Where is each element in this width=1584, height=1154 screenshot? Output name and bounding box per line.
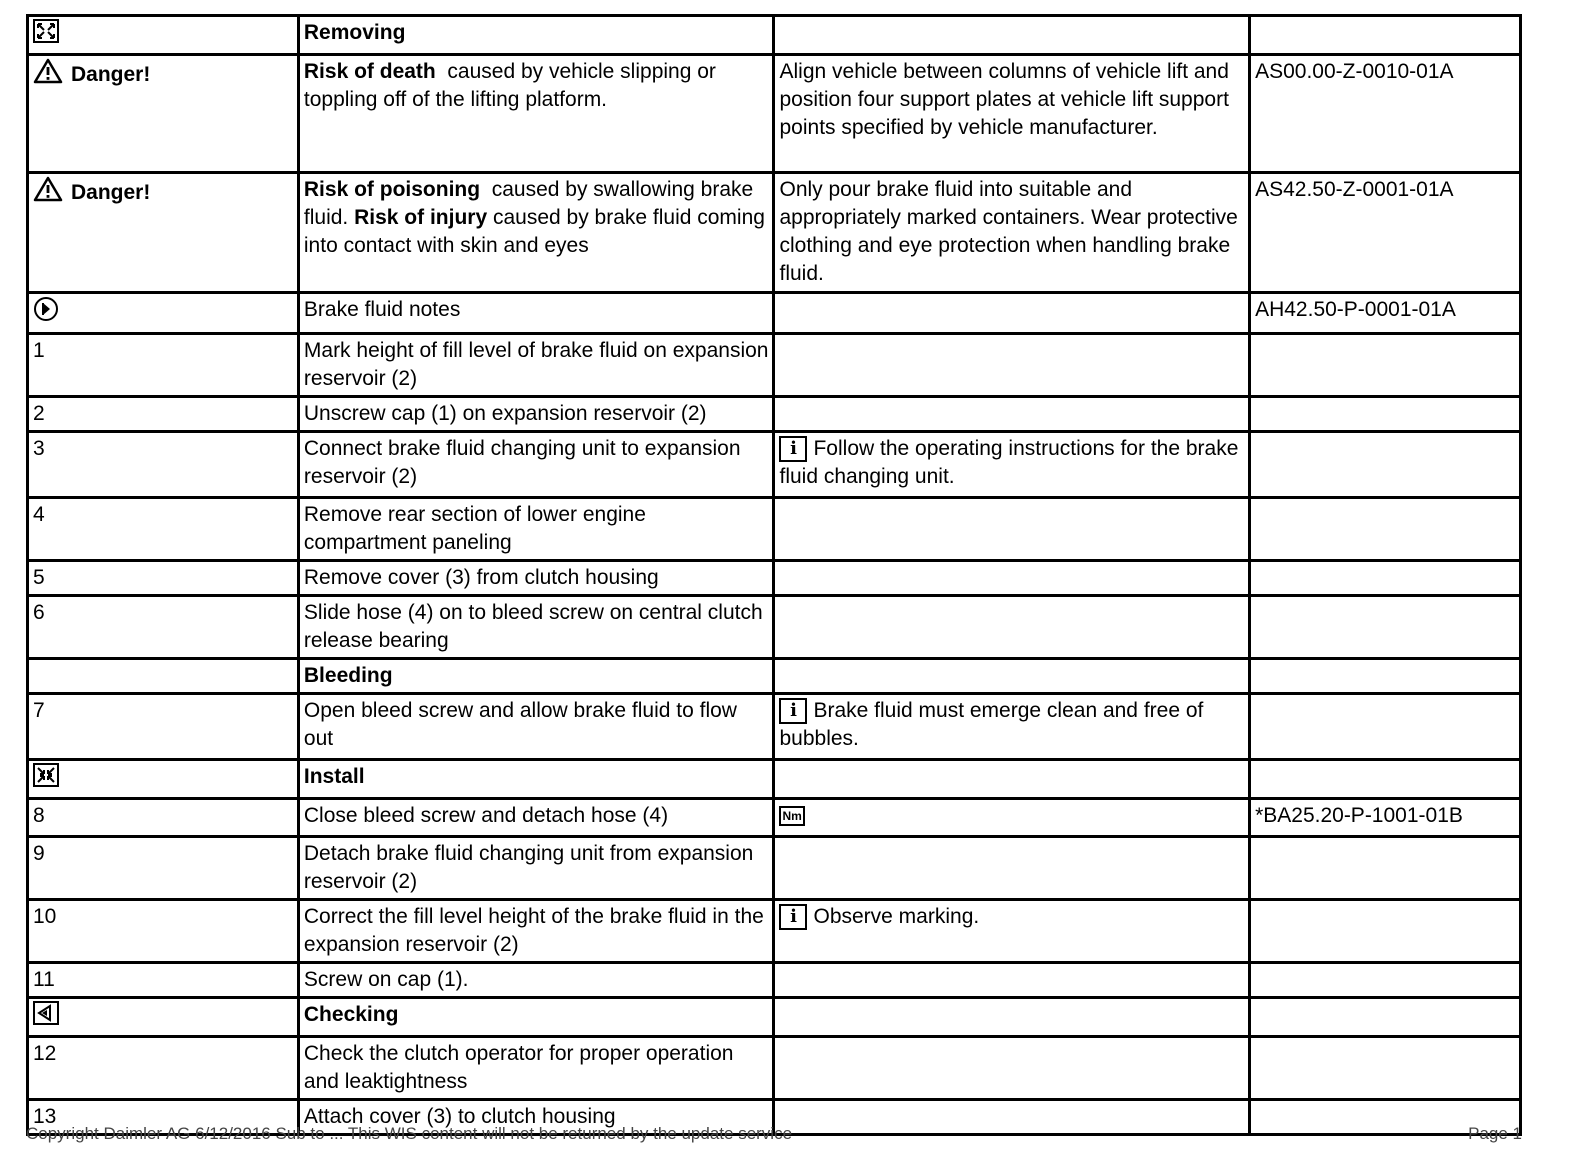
action-cell [298,1037,774,1100]
step-cell [28,397,299,432]
note-cell [774,498,1250,561]
danger-label [33,58,150,92]
note-cell [774,432,1250,498]
note-cell [774,760,1250,799]
risk-heading: Risk of death [303,60,436,83]
action-cell [298,596,774,659]
reference-cell [1250,334,1521,397]
table-row [28,760,1521,799]
action-text: caused by brake fluid coming into contact with skin and eyes [303,206,771,257]
table-row [28,998,1521,1037]
step-number: 12 [33,1042,57,1065]
step-number: 11 [33,968,55,991]
reference-cell [1250,293,1521,334]
note-cell [774,963,1250,998]
reference-cell [1250,837,1521,900]
document-reference: AS00.00-Z-0010-01A [1255,60,1454,83]
step-cell [28,1037,299,1100]
reference-cell [1250,55,1521,173]
note-cell [774,659,1250,694]
reference-cell [1250,799,1521,837]
action-cell [298,694,774,760]
note-cell [774,397,1250,432]
document-reference: AH42.50-P-0001-01A [1255,298,1456,321]
reference-cell [1250,16,1521,55]
note-cell [774,334,1250,397]
table-row [28,498,1521,561]
action-text: Close bleed screw and detach hose (4) [303,804,669,827]
note-text: Brake fluid must emerge clean and free of bubbles. [779,699,1204,750]
reference-cell [1250,432,1521,498]
step-cell [28,837,299,900]
reference-cell [1250,900,1521,963]
step-number: 4 [33,503,45,526]
step-number: 9 [33,842,45,865]
action-text: Correct the fill level height of the brake fluid in the expansion reservoir (2) [303,905,764,956]
action-text: Screw on cap (1). [303,968,469,991]
reference-cell [1250,760,1521,799]
danger-label [33,176,150,210]
action-cell [298,16,774,55]
footer-copyright: Copyright Daimler AG 6/12/2016 Sub to ... This WIS content will not be returned by the update service [26,1124,793,1143]
action-cell [298,963,774,998]
note-text: Only pour brake fluid into suitable and appropriately marked containers. Wear protective clothing and eye protection when handling brake fluid. [779,178,1238,285]
document-reference: AS42.50-Z-0001-01A [1255,178,1454,201]
step-number: 5 [33,566,45,589]
table-row [28,16,1521,55]
reference-cell [1250,694,1521,760]
note-cell [774,1037,1250,1100]
step-cell [28,998,299,1037]
action-cell [298,561,774,596]
action-text: Brake fluid notes [303,298,461,321]
table-row [28,293,1521,334]
note-cell [774,596,1250,659]
note-cell [774,694,1250,760]
risk-heading: Risk of injury [354,206,488,229]
action-cell [298,760,774,799]
reference-cell [1250,1037,1521,1100]
step-number: 6 [33,601,45,624]
step-cell [28,561,299,596]
table-row [28,1037,1521,1100]
section-heading: Removing [303,21,406,44]
step-cell [28,799,299,837]
table-row [28,432,1521,498]
step-number: 10 [33,905,57,928]
action-cell [298,837,774,900]
step-number: 2 [33,402,45,425]
step-cell [28,900,299,963]
notes-circle-icon [33,296,59,330]
install-section-icon [33,763,59,795]
action-text: Connect brake fluid changing unit to expansion reservoir (2) [303,437,741,488]
note-cell [774,900,1250,963]
action-cell [298,293,774,334]
note-text: Follow the operating instructions for the brake fluid changing unit. [779,437,1239,488]
section-heading: Bleeding [303,664,393,687]
step-cell [28,173,299,293]
step-cell [28,293,299,334]
table-row [28,659,1521,694]
footer-page-number: Page 1 [1468,1124,1522,1143]
note-cell [774,561,1250,596]
note-cell [774,837,1250,900]
step-cell [28,659,299,694]
note-text: Observe marking. [813,905,980,928]
action-cell [298,799,774,837]
action-cell [298,998,774,1037]
procedure-table [26,14,1522,1136]
step-number: 1 [33,339,45,362]
step-cell [28,55,299,173]
reference-cell [1250,963,1521,998]
action-text: Slide hose (4) on to bleed screw on central clutch release bearing [303,601,763,652]
action-cell [298,173,774,293]
action-text: Attach cover (3) to clutch housing [303,1105,616,1128]
info-icon: i [779,436,807,462]
page-footer [26,1124,1522,1152]
step-cell [28,596,299,659]
step-number: 8 [33,804,45,827]
note-cell [774,173,1250,293]
reference-cell [1250,561,1521,596]
table-row [28,55,1521,173]
action-text: caused by vehicle slipping or toppling off of the lifting platform. [303,60,722,111]
action-cell [298,397,774,432]
reference-cell [1250,659,1521,694]
step-cell [28,16,299,55]
action-cell [298,900,774,963]
checking-section-icon [33,1001,59,1033]
step-cell [28,694,299,760]
step-number: 3 [33,437,45,460]
reference-cell [1250,498,1521,561]
table-row [28,397,1521,432]
note-cell [774,16,1250,55]
action-text: Detach brake fluid changing unit from expansion reservoir (2) [303,842,754,893]
reference-cell [1250,397,1521,432]
table-row [28,963,1521,998]
reference-cell [1250,596,1521,659]
danger-text: Danger! [71,181,151,204]
warning-triangle-icon [33,58,63,92]
step-cell [28,498,299,561]
step-cell [28,334,299,397]
table-row [28,596,1521,659]
risk-heading: Risk of poisoning [303,178,481,201]
action-text: Remove cover (3) from clutch housing [303,566,659,589]
table-row [28,799,1521,837]
remove-section-icon [33,19,59,51]
section-heading: Install [303,765,365,788]
step-cell [28,963,299,998]
action-text: Check the clutch operator for proper operation and leaktightness [303,1042,734,1093]
note-cell [774,799,1250,837]
table-row [28,173,1521,293]
table-row [28,837,1521,900]
action-cell [298,659,774,694]
step-cell [28,432,299,498]
action-cell [298,498,774,561]
action-cell [298,334,774,397]
action-text: Open bleed screw and allow brake fluid to flow out [303,699,737,750]
table-row [28,561,1521,596]
table-row [28,694,1521,760]
reference-cell [1250,998,1521,1037]
table-row [28,334,1521,397]
note-text: Align vehicle between columns of vehicle lift and position four support plates at vehicle lift support points specified by vehicle manufacturer. [779,60,1229,139]
document-reference: *BA25.20-P-1001-01B [1255,804,1463,827]
note-cell [774,293,1250,334]
danger-text: Danger! [71,63,151,86]
reference-cell [1250,173,1521,293]
step-number: 13 [33,1105,57,1128]
section-heading: Checking [303,1003,399,1026]
info-icon: i [779,698,807,724]
action-text: Unscrew cap (1) on expansion reservoir (2) [303,402,707,425]
warning-triangle-icon [33,176,63,210]
info-icon: i [779,904,807,930]
table-row [28,900,1521,963]
note-cell [774,55,1250,173]
note-cell [774,998,1250,1037]
torque-icon: Nm [779,806,804,826]
action-cell [298,55,774,173]
action-cell [298,432,774,498]
action-text: caused by swallowing brake fluid. [303,178,760,229]
step-number: 7 [33,699,45,722]
action-text: Mark height of fill level of brake fluid on expansion reservoir (2) [303,339,769,390]
action-text: Remove rear section of lower engine compartment paneling [303,503,646,554]
step-cell [28,760,299,799]
